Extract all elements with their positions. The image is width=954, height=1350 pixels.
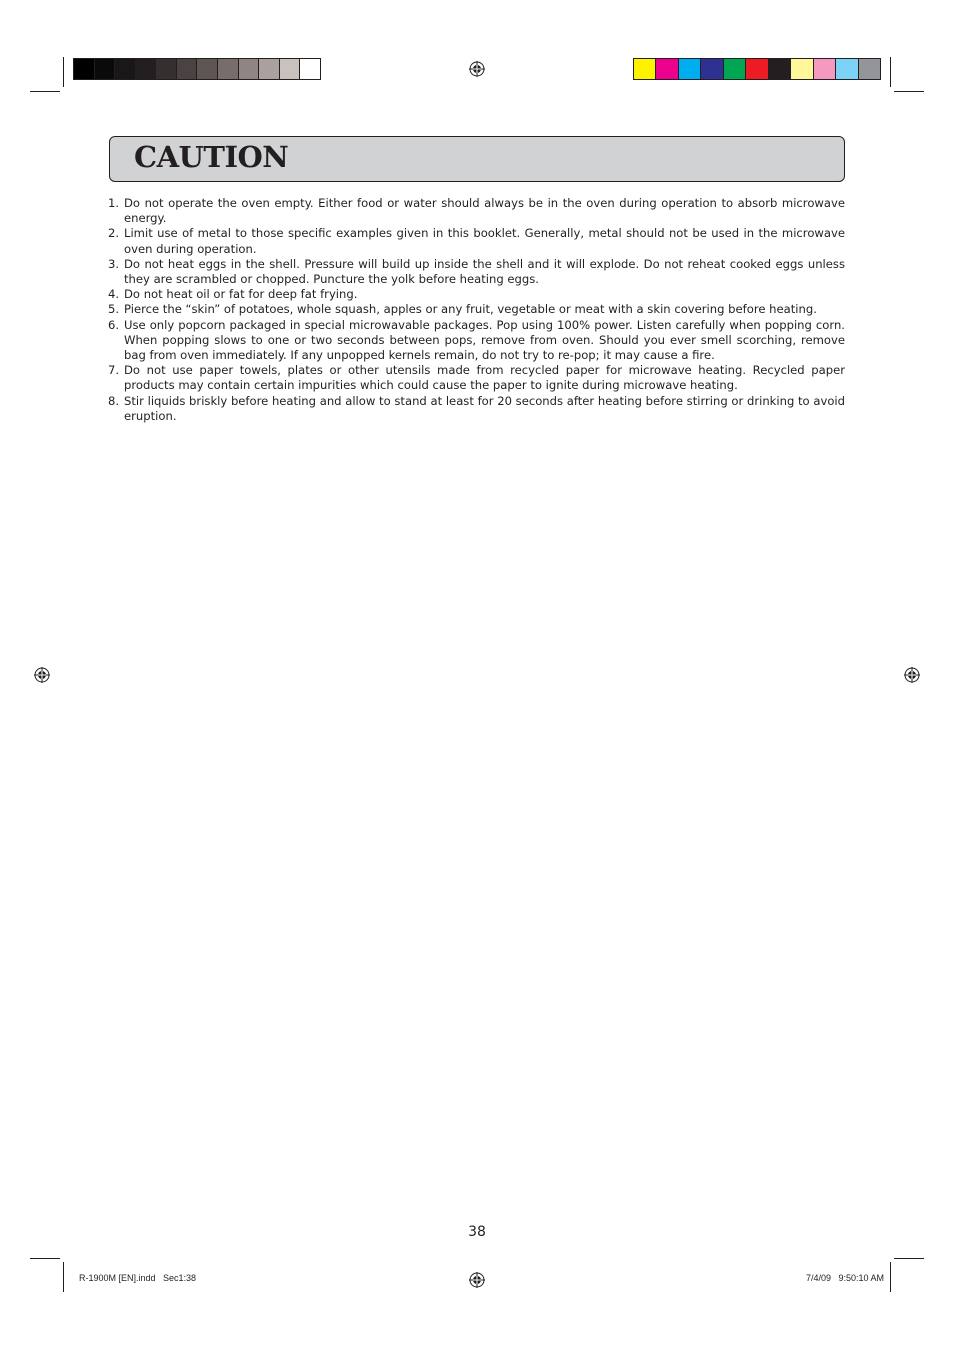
color-swatch [814, 59, 836, 79]
color-swatch [177, 59, 198, 79]
color-swatch [115, 59, 136, 79]
list-item-text: Do not operate the oven empty. Either food or water should always be in the oven during operation to absorb microwave energy. [124, 196, 845, 226]
caution-header-box [109, 136, 845, 182]
crop-mark [894, 1258, 924, 1259]
list-item [108, 363, 845, 393]
process-color-bar [633, 58, 881, 80]
registration-mark-icon [34, 667, 50, 683]
crop-mark [30, 1258, 60, 1259]
registration-mark-icon [469, 1272, 485, 1288]
list-item [108, 226, 845, 256]
color-swatch [197, 59, 218, 79]
list-item-text: Do not heat eggs in the shell. Pressure will build up inside the shell and it will explode. Do not reheat cooked eggs unless they are scrambled or chopped. Puncture the yolk before heating eggs. [124, 256, 845, 287]
color-swatch [95, 59, 116, 79]
color-swatch [218, 59, 239, 79]
list-item-number: 6. [108, 317, 120, 332]
list-item-number: 7. [108, 363, 120, 378]
grayscale-color-bar [73, 58, 321, 80]
color-swatch [724, 59, 746, 79]
color-swatch [746, 59, 768, 79]
list-item [108, 302, 845, 317]
color-swatch [656, 59, 678, 79]
list-item [108, 196, 845, 226]
crop-mark [890, 1262, 891, 1292]
list-item-number: 2. [108, 226, 120, 241]
color-swatch [836, 59, 858, 79]
crop-mark [63, 57, 64, 87]
color-swatch [300, 59, 320, 79]
color-swatch [280, 59, 301, 79]
color-swatch [259, 59, 280, 79]
list-item-text: Use only popcorn packaged in special microwavable packages. Pop using 100% power. Listen carefully when popping corn. When popping slows to one or two seconds between pops, remove from oven. Should you ever smell scorching, remove bag from oven immediately. If any unpopped kernels remain, do not try to re-pop; it may cause a fire. [124, 317, 845, 363]
list-item-text: Do not use paper towels, plates or other utensils made from recycled paper for microwave heating. Recycled paper products may contain certain impurities which could cause the paper to ignite during microwave heating. [124, 363, 845, 393]
crop-mark [894, 91, 924, 92]
list-item [108, 257, 845, 287]
page-number: 38 [468, 1224, 486, 1240]
date-slug: 7/4/09 9:50:10 AM [805, 1273, 884, 1283]
list-item-number: 5. [108, 302, 120, 317]
crop-mark [63, 1262, 64, 1292]
color-swatch [74, 59, 95, 79]
page-title: CAUTION [134, 140, 289, 174]
list-item-number: 8. [108, 393, 120, 408]
color-swatch [701, 59, 723, 79]
color-swatch [136, 59, 157, 79]
color-swatch [679, 59, 701, 79]
color-swatch [634, 59, 656, 79]
file-slug: R-1900M [EN].indd Sec1:38 [79, 1273, 197, 1283]
list-item [108, 287, 845, 302]
list-item-text: Stir liquids briskly before heating and allow to stand at least for 20 seconds after heating before stirring or drinking to avoid eruption. [124, 393, 845, 423]
list-item [108, 318, 845, 364]
list-item-number: 4. [108, 287, 120, 302]
crop-mark [30, 91, 60, 92]
registration-mark-icon [469, 61, 485, 77]
color-swatch [859, 59, 880, 79]
caution-list [108, 196, 845, 424]
list-item-text: Do not heat oil or fat for deep fat frying. [124, 287, 358, 302]
list-item [108, 394, 845, 424]
registration-mark-icon [904, 667, 920, 683]
list-item-text: Limit use of metal to those specific examples given in this booklet. Generally, metal should not be used in the microwave oven during operation. [124, 226, 845, 256]
color-swatch [791, 59, 813, 79]
list-item-number: 3. [108, 256, 120, 271]
color-swatch [156, 59, 177, 79]
color-swatch [769, 59, 791, 79]
color-swatch [239, 59, 260, 79]
list-item-text: Pierce the “skin” of potatoes, whole squash, apples or any fruit, vegetable or meat with a skin covering before heating. [124, 302, 817, 317]
crop-mark [890, 57, 891, 87]
list-item-number: 1. [108, 196, 120, 210]
